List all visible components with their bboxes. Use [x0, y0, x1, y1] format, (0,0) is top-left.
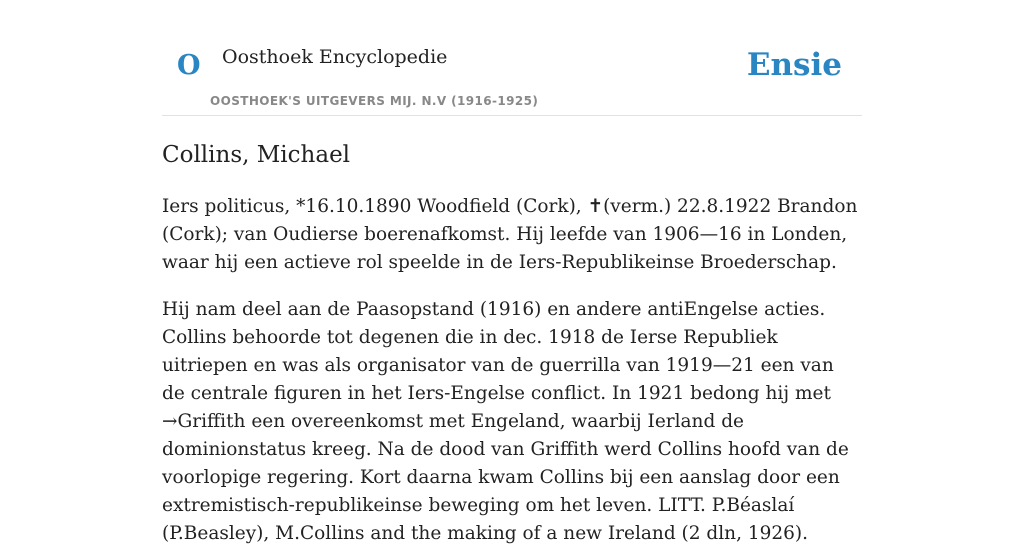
logo-letter[interactable]: O: [177, 50, 201, 81]
page: [162, 0, 862, 548]
article-paragraph: Iers politicus, *16.10.1890 Woodfield (Cork), ✝(verm.) 22.8.1922 Brandon (Cork); van Oudierse boerenafkomst. Hij leefde van 1906—16 in Londen, waar hij een actieve rol speelde in de Iers-Republikeinse Broederschap.: [162, 196, 858, 273]
article-title: Collins, Michael: [162, 142, 351, 168]
article-paragraph: Hij nam deel aan de Paasopstand (1916) en andere antiEngelse acties. Collins behoorde tot degenen die in dec. 1918 de Ierse Republiek uitriepen en was als organisator van de guerrilla van 1919—21 een van de centrale figuren in het Iers-Engelse conflict. In 1921 bedong hij met →Griffith een overeenkomst met Engeland, waarbij Ierland de dominionstatus kreeg. Na de dood van Griffith werd Collins hoofd van de voorlopige regering. Kort daarna kwam Collins bij een aanslag door een extremistisch-republikeinse beweging om het leven. LITT. P.Béaslaí (P.Beasley), M.Collins and the making of a new Ireland (2 dln, 1926).: [162, 299, 849, 544]
article: [162, 140, 862, 548]
site-header: [162, 0, 862, 116]
publisher-label: OOSTHOEK'S UITGEVERS MIJ. N.V (1916-1925): [210, 94, 539, 108]
site-title[interactable]: Oosthoek Encyclopedie: [222, 46, 448, 68]
ensie-brand-link[interactable]: Ensie: [746, 47, 842, 83]
